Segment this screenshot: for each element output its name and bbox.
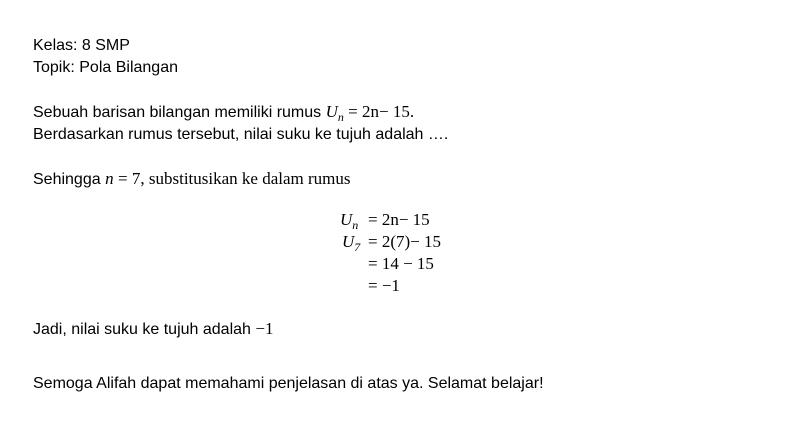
formula-sub-n: n	[337, 110, 344, 124]
question-formula	[325, 102, 415, 124]
eq2-lhs: $U_7$	[342, 232, 361, 254]
conclusion	[33, 318, 273, 341]
formula-U: U	[325, 102, 338, 121]
substitution-step	[33, 168, 351, 191]
step-variable: n	[105, 169, 114, 188]
eq1-rhs: = 2n− 15	[368, 210, 430, 229]
eq3-rhs: = 14 − 15	[368, 254, 434, 273]
topic-label: Topik: Pola Bilangan	[33, 59, 178, 76]
closing-message: Semoga Alifah dapat memahami penjelasan di atas ya. Selamat belajar!	[33, 375, 544, 392]
conclusion-text: Jadi, nilai suku ke tujuh adalah	[33, 321, 251, 338]
conclusion-value: −1	[255, 319, 274, 338]
class-label: Kelas: 8 SMP	[33, 37, 130, 54]
question-line-1	[33, 101, 414, 124]
question-line-2: Berdasarkan rumus tersebut, nilai suku ke tujuh adalah ….	[33, 126, 449, 143]
formula-rhs: = 2n− 15.	[348, 102, 415, 121]
step-prefix: Sehingga	[33, 171, 101, 188]
step-equation: = 7, substitusikan ke dalam rumus	[118, 169, 351, 188]
eq2-rhs: = 2(7)− 15	[368, 232, 441, 251]
eq4-rhs: = −1	[368, 276, 400, 295]
question-text: Sebuah barisan bilangan memiliki rumus	[33, 104, 322, 121]
eq1-lhs: $U_n$	[340, 210, 359, 232]
